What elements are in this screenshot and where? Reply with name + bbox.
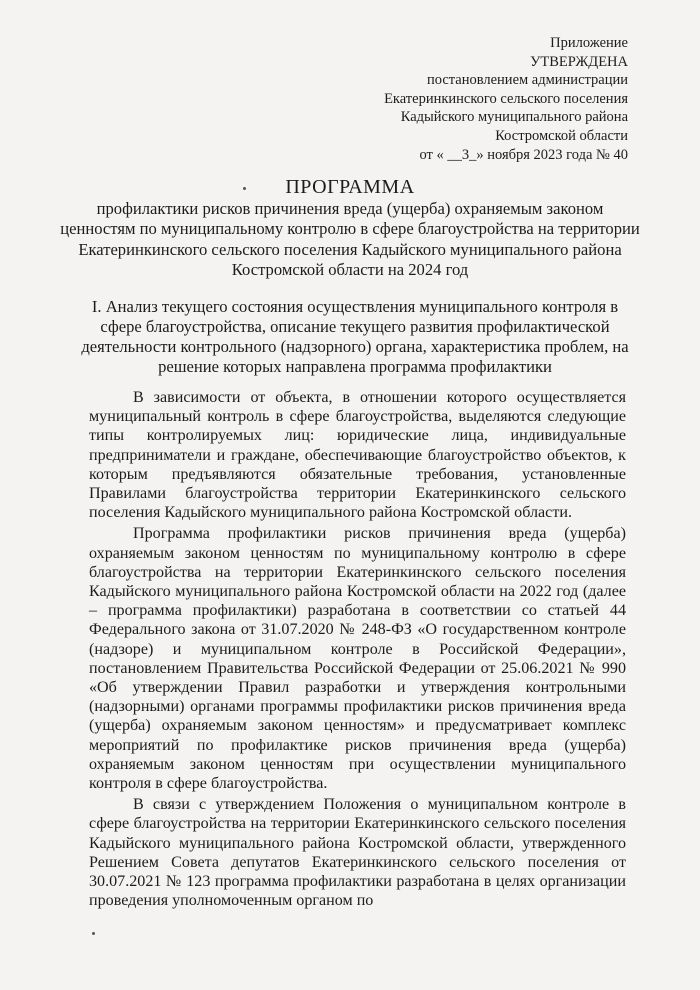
- section-heading: I. Анализ текущего состояния осуществления муниципального контроля в сфере благоустройства, описание текущего развития профилактической деятельности контрольного (надзорного) органа, характеристика проблем, на решение которых направлена программа профилактики: [81, 297, 629, 377]
- paragraph-1: В зависимости от объекта, в отношении которого осуществляется муниципальный контроль в сфере благоустройства, выделяются следующие типы контролируемых лиц: юридические лица, индивидуальные предприниматели и граждане, обеспечивающие благоустройство объектов, к которым предъявляются обязательные требования, установленные Правилами благоустройства территории Екатеринкинского сельского поселения Кадыйского муниципального района Костромской области.: [89, 389, 626, 522]
- approval-line-date-number: от « __3_» ноября 2023 года № 40: [419, 146, 628, 163]
- approval-line-settlement: Екатеринкинского сельского поселения: [384, 90, 628, 107]
- scan-speck: [92, 932, 95, 935]
- approval-line-district: Кадыйского муниципального района: [400, 109, 628, 126]
- scan-speck: [243, 187, 246, 190]
- approval-line-region: Костромской области: [495, 127, 628, 144]
- program-title: ПРОГРАММА: [285, 176, 415, 198]
- paragraph-2: Программа профилактики рисков причинения вреда (ущерба) охраняемым законом ценностям по муниципальному контролю в сфере благоустройства на территории Екатеринкинского сельского поселения Кадыйского муниципального района Костромской области на 2022 год (далее – программа профилактики) разработана в соответствии со статьей 44 Федерального закона от 31.07.2020 № 248-ФЗ «О государственном контроле (надзоре) и муниципальном контроле в Российской Федерации», постановлением Правительства Российской Федерации от 25.06.2021 № 990 «Об утверждении Правил разработки и утверждения контрольными (надзорными) органами программы профилактики рисков причинения вреда (ущерба) охраняемым законом ценностям» и предусматривает комплекс мероприятий по профилактике рисков причинения вреда (ущерба) охраняемым законом ценностям при осуществлении муниципального контроля в сфере благоустройства.: [89, 525, 626, 793]
- program-subtitle: профилактики рисков причинения вреда (ущерба) охраняемым законом ценностям по муниципальному контролю в сфере благоустройства на территории Екатеринкинского сельского поселения Кадыйского муниципального района Костромской области на 2024 год: [60, 199, 640, 279]
- approval-line-appendix: Приложение: [550, 35, 628, 51]
- approval-line-approved: УТВЕРЖДЕНА: [530, 53, 628, 70]
- paragraph-3: В связи с утверждением Положения о муниципальном контроле в сфере благоустройства на территории Екатеринкинского сельского поселения Кадыйского муниципального района Костромской области, утвержденного Решением Совета депутатов Екатеринкинского сельского поселения от 30.07.2021 № 123 программа профилактики разработана в целях организации проведения уполномоченным органом по: [89, 796, 626, 910]
- approval-block: [384, 34, 628, 164]
- body-text: [89, 388, 626, 910]
- approval-line-resolution: постановлением администрации: [426, 72, 628, 89]
